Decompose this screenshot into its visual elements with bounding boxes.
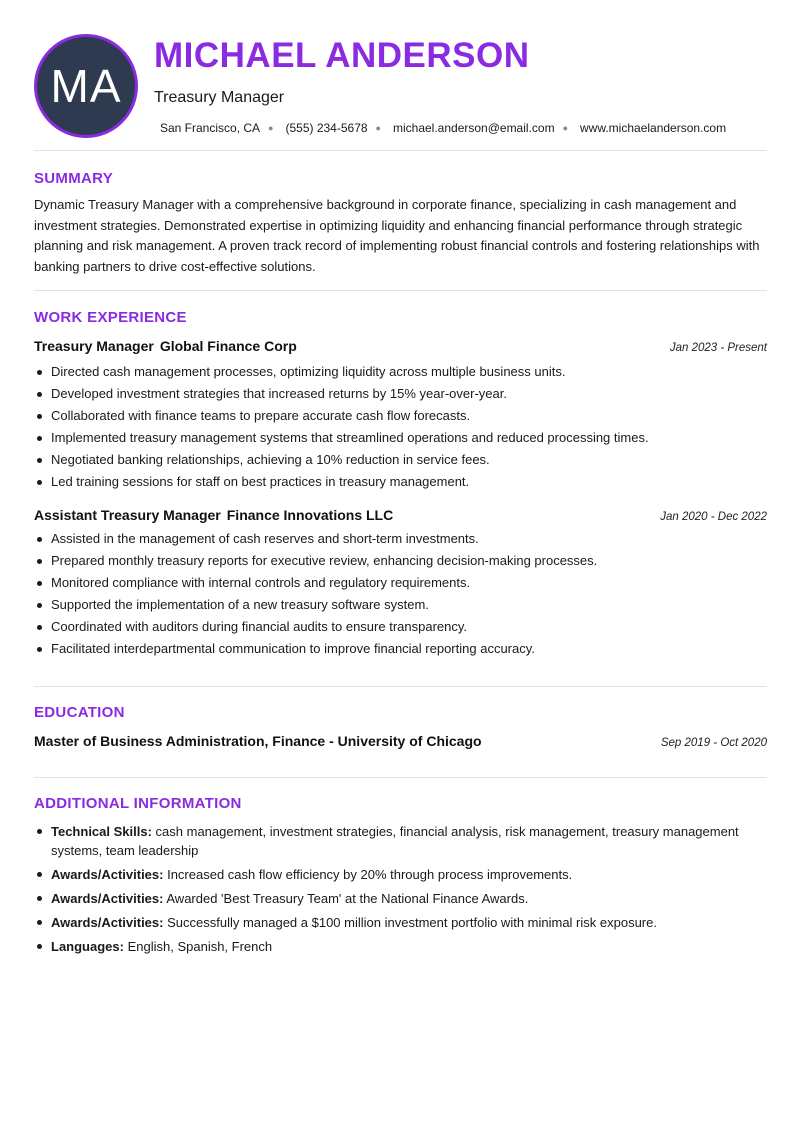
item-label: Awards/Activities: (51, 891, 164, 906)
divider (34, 290, 767, 291)
job-role: Assistant Treasury Manager (34, 507, 221, 523)
job-title (34, 338, 297, 354)
contact-phone: (555) 234-5678 (285, 121, 368, 135)
list-item (34, 889, 767, 908)
additional-list (34, 822, 767, 961)
item-text: cash management, investment strategies, financial analysis, risk management, treasury management systems, team leadership (51, 824, 739, 858)
education-degree: Master of Business Administration, Finance - University of Chicago (34, 733, 482, 749)
section-title-experience: WORK EXPERIENCE (34, 309, 187, 326)
item-label: Languages: (51, 939, 124, 954)
job-dates: Jan 2020 - Dec 2022 (660, 511, 767, 523)
divider (34, 777, 767, 778)
list-item: Monitored compliance with internal controls and regulatory requirements. (34, 572, 767, 594)
job-header (34, 507, 767, 523)
divider (34, 150, 767, 151)
item-label: Awards/Activities: (51, 915, 164, 930)
item-text: English, Spanish, French (127, 939, 273, 954)
summary-text: Dynamic Treasury Manager with a comprehensive background in corporate finance, specializing in cash management and investment strategies. Demonstrated expertise in optimizing liquidity and enhancing financial performance through strategic planning and risk management. A proven track record of implementing robust financial controls and fostering relationships with banking partners to drive cost-effective solutions. (34, 197, 760, 274)
list-item (34, 822, 767, 860)
job-bullets (34, 528, 767, 660)
list-item: Directed cash management processes, optimizing liquidity across multiple business units. (34, 361, 767, 383)
section-title-education: EDUCATION (34, 704, 125, 721)
contact-website[interactable]: www.michaelanderson.com (580, 121, 727, 135)
list-item: Assisted in the management of cash reserves and short-term investments. (34, 528, 767, 550)
list-item: Led training sessions for staff on best practices in treasury management. (34, 471, 767, 493)
item-label: Technical Skills: (51, 824, 152, 839)
list-item (34, 865, 767, 884)
job-header (34, 338, 767, 354)
list-item: Coordinated with auditors during financial audits to ensure transparency. (34, 616, 767, 638)
bullet-separator-icon: ● (268, 123, 274, 133)
job-company: Finance Innovations LLC (226, 507, 394, 523)
list-item: Developed investment strategies that increased returns by 15% year-over-year. (34, 383, 767, 405)
list-item (34, 937, 767, 956)
candidate-name: MICHAEL ANDERSON (154, 36, 530, 75)
list-item: Facilitated interdepartmental communication to improve financial reporting accuracy. (34, 638, 767, 660)
job-role: Treasury Manager (34, 338, 154, 354)
candidate-role: Treasury Manager (154, 89, 285, 106)
job-bullets (34, 361, 767, 493)
list-item (34, 913, 767, 932)
item-text: Awarded 'Best Treasury Team' at the National Finance Awards. (166, 891, 529, 906)
contact-line (160, 121, 726, 135)
divider (34, 686, 767, 687)
list-item: Collaborated with finance teams to prepare accurate cash flow forecasts. (34, 405, 767, 427)
job-dates: Jan 2023 - Present (669, 342, 767, 354)
section-title-additional: ADDITIONAL INFORMATION (34, 795, 242, 812)
item-label: Awards/Activities: (51, 867, 164, 882)
list-item: Negotiated banking relationships, achieving a 10% reduction in service fees. (34, 449, 767, 471)
item-text: Successfully managed a $100 million investment portfolio with minimal risk exposure. (167, 915, 657, 930)
section-title-summary: SUMMARY (34, 170, 114, 187)
list-item: Implemented treasury management systems that streamlined operations and reduced processing times. (34, 427, 767, 449)
job-company: Global Finance Corp (159, 338, 297, 354)
item-text: Increased cash flow efficiency by 20% through process improvements. (167, 867, 573, 882)
job-title (34, 507, 393, 523)
education-entry (34, 733, 767, 749)
education-dates: Sep 2019 - Oct 2020 (660, 737, 767, 749)
bullet-separator-icon: ● (375, 123, 381, 133)
contact-email[interactable]: michael.anderson@email.com (392, 121, 555, 135)
avatar (34, 34, 138, 138)
list-item: Supported the implementation of a new treasury software system. (34, 594, 767, 616)
avatar-initials: MA (50, 60, 122, 112)
list-item: Prepared monthly treasury reports for executive review, enhancing decision-making processes. (34, 550, 767, 572)
contact-location: San Francisco, CA (160, 121, 261, 135)
bullet-separator-icon: ● (562, 123, 569, 133)
